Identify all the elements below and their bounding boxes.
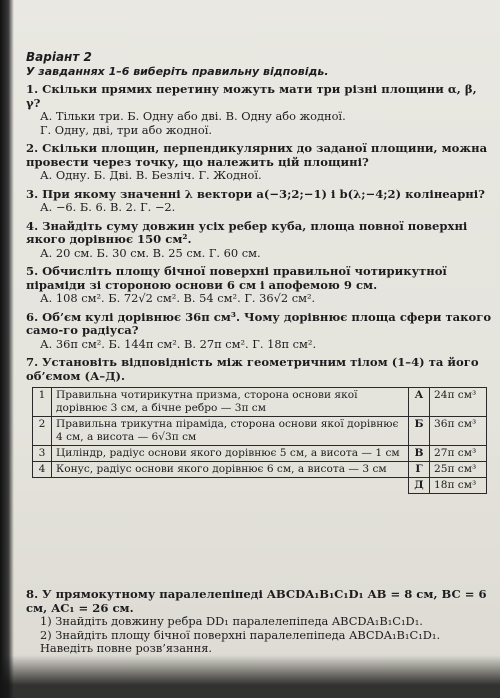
question-text: 2. Скільки площин, перпендикулярних до заданої площини, можна провести через точку, що належить цій площині? — [26, 141, 488, 169]
table-row — [33, 462, 487, 478]
subtask: 1) Знайдіть довжину ребра DD₁ паралелепіпеда ABCDA₁B₁C₁D₁. — [40, 614, 423, 628]
instruction: У завданнях 1–6 виберіть правильну відповідь. — [26, 65, 329, 78]
task-4 — [26, 220, 494, 261]
page-shadow-edge — [0, 0, 14, 698]
question-text: 4. Знайдіть суму довжин усіх ребер куба, площа повної поверхні якого дорівнює 150 см². — [26, 218, 468, 246]
volume-value: 27π см³ — [430, 446, 487, 462]
answer-letter: Д — [409, 478, 430, 494]
answer-options: А. 20 см. Б. 30 см. В. 25 см. Г. 60 см. — [40, 245, 261, 260]
volume-value: 25π см³ — [430, 462, 487, 478]
solid-description: Циліндр, радіус основи якого дорівнює 5 см, а висота — 1 см — [52, 446, 409, 462]
answer-letter: Б — [409, 417, 430, 446]
row-number: 1 — [33, 388, 52, 417]
photo-shadow — [0, 655, 500, 698]
answer-options: А. Тільки три. Б. Одну або дві. В. Одну або жодної. — [40, 109, 346, 123]
solid-description: Правильна чотирикутна призма, сторона основи якої дорівнює 3 см, а бічне ребро — 3π см — [52, 388, 409, 417]
question-text: 7. Установіть відповідність між геометричним тілом (1–4) та його об’ємом (А–Д). — [26, 355, 479, 383]
volume-value: 36π см³ — [430, 417, 487, 446]
question-text: 5. Обчисліть площу бічної поверхні правильної чотирикутної піраміди зі стороною основи 6 см і апофемою 9 см. — [26, 264, 447, 292]
solid-description: Конус, радіус основи якого дорівнює 6 см, а висота — 3 см — [52, 462, 409, 478]
subtask: Наведіть повне розв’язання. — [40, 641, 213, 655]
question-text: 6. Об’єм кулі дорівнює 36π см³. Чому дорівнює площа сфери такого само-го радіуса? — [26, 309, 492, 337]
table-row — [33, 446, 487, 462]
matching-table — [32, 387, 487, 494]
answer-letter: В — [409, 446, 430, 462]
row-number: 2 — [33, 417, 52, 446]
table-row — [33, 478, 487, 494]
task-3 — [26, 188, 494, 215]
task-8 — [26, 588, 494, 656]
task-7 — [26, 356, 494, 494]
volume-value: 24π см³ — [430, 388, 487, 417]
row-number: 4 — [33, 462, 52, 478]
solid-description — [52, 478, 409, 494]
task-1 — [26, 83, 494, 137]
task-2 — [26, 142, 494, 183]
answer-options: А. 108 см². Б. 72√2 см². В. 54 см². Г. 36√2 см². — [40, 291, 316, 305]
task-5 — [26, 265, 494, 306]
answer-options: Г. Одну, дві, три або жодної. — [40, 122, 212, 137]
volume-value: 18π см³ — [430, 478, 487, 494]
table-row — [33, 417, 487, 446]
answer-letter: Г — [409, 462, 430, 478]
question-text: 1. Скільки прямих перетину можуть мати три різні площини α, β, γ? — [26, 82, 477, 110]
answer-options: А. Одну. Б. Дві. В. Безліч. Г. Жодної. — [40, 168, 262, 182]
answer-letter: А — [409, 388, 430, 417]
test-content — [26, 50, 494, 494]
table-row — [33, 388, 487, 417]
subtask: 2) Знайдіть площу бічної поверхні паралелепіпеда ABCDA₁B₁C₁D₁. — [40, 627, 441, 642]
question-text: 8. У прямокутному паралелепіпеді ABCDA₁B₁C₁D₁ AB = 8 см, BC = 6 см, AC₁ = 26 см. — [26, 587, 487, 615]
solid-description: Правильна трикутна піраміда, сторона основи якої дорівнює 4 см, а висота — 6√3π см — [52, 417, 409, 446]
question-text: 3. При якому значенні λ вектори a(−3;2;−1) і b(λ;−4;2) колінеарні? — [26, 186, 485, 201]
row-number: 3 — [33, 446, 52, 462]
answer-options: А. −6. Б. 6. В. 2. Г. −2. — [40, 200, 176, 214]
answer-options: А. 36π см². Б. 144π см². В. 27π см². Г. 18π см². — [40, 336, 317, 351]
task-6 — [26, 311, 494, 352]
row-number — [33, 478, 52, 494]
variant-title: Варіант 2 — [26, 50, 92, 64]
